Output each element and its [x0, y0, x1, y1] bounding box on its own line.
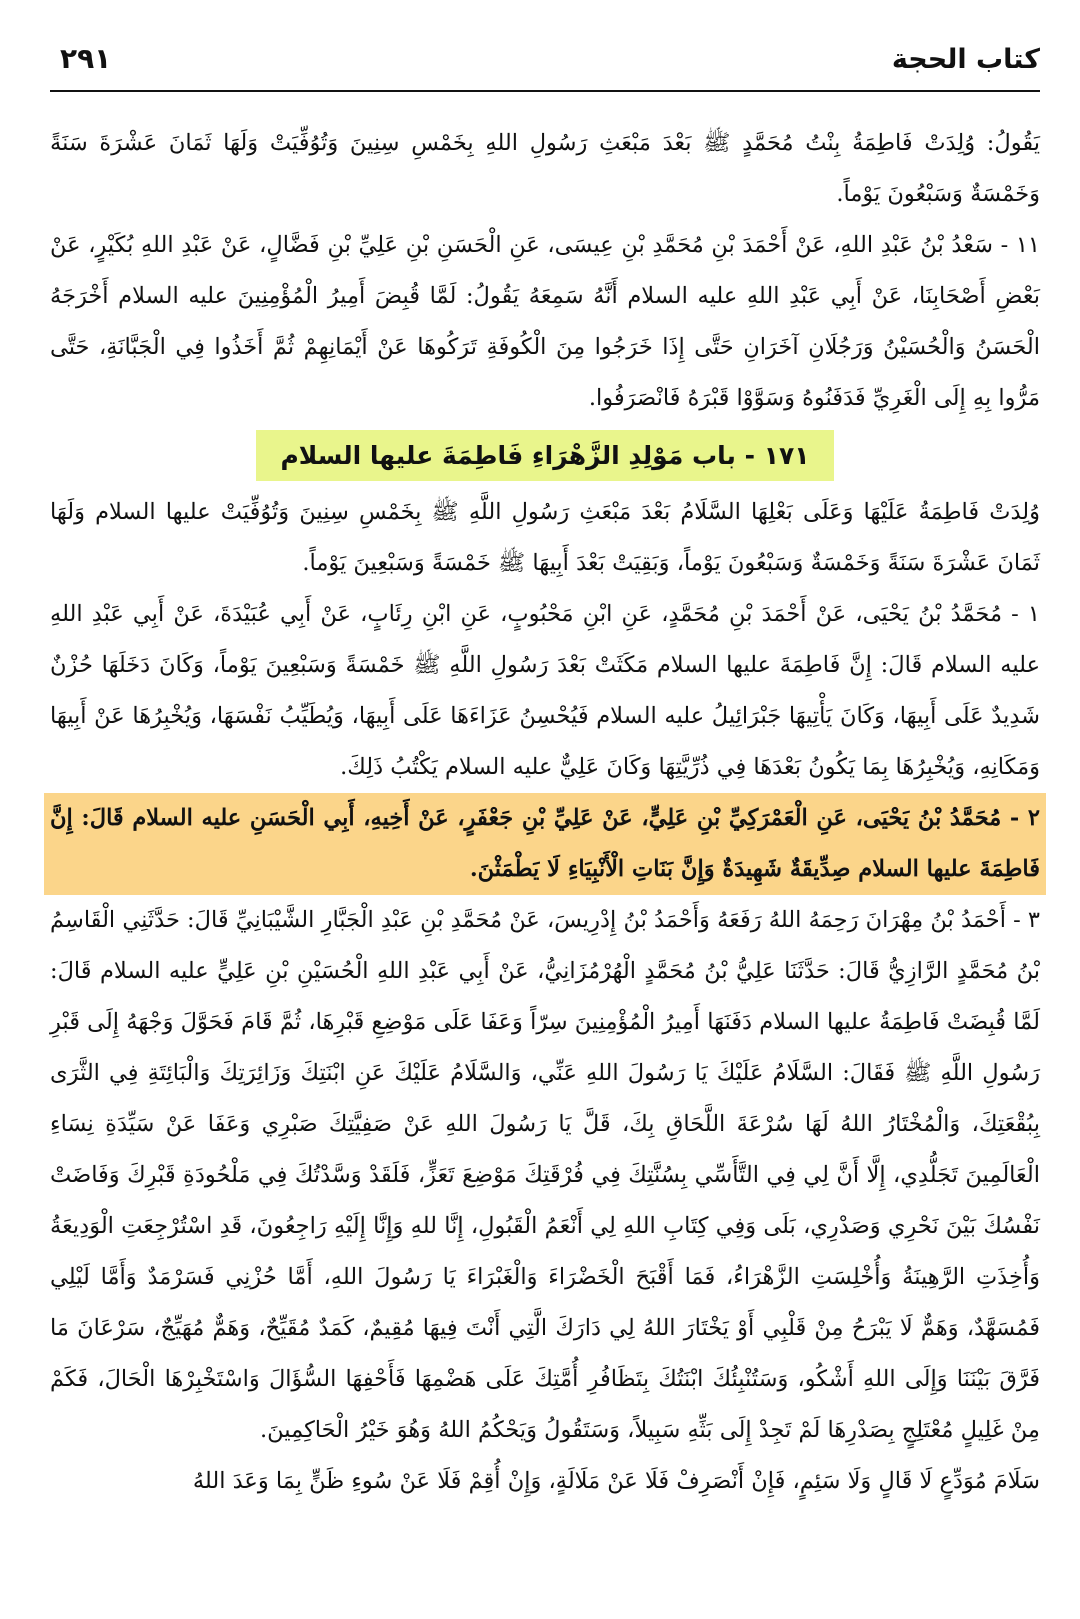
hadith-11: ١١ - سَعْدُ بْنُ عَبْدِ اللهِ، عَنْ أَحْمَدَ بْنِ مُحَمَّدِ بْنِ عِيسَى، عَنِ الْحَسَنِ بْنِ عَلِيِّ بْنِ فَضَّالٍ، عَنْ عَبْدِ اللهِ بُكَيْرٍ، عَنْ بَعْضِ أَصْحَابِنَا، عَنْ أَبِي عَبْدِ اللهِ عليه السلام أَنَّهُ سَمِعَهُ يَقُولُ: لَمَّا قُبِضَ أَمِيرُ الْمُؤْمِنِينَ عليه السلام أَخْرَجَهُ الْحَسَنُ وَالْحُسَيْنُ وَرَجُلَانِ آخَرَانِ حَتَّى إِذَا خَرَجُوا مِنَ الْكُوفَةِ تَرَكُوهَا عَنْ أَيْمَانِهِمْ ثُمَّ أَخَذُوا فِي الْجَبَّانَةِ، حَتَّى مَرُّوا بِهِ إِلَى الْغَرِيِّ فَدَفَنُوهُ وَسَوَّوْا قَبْرَهُ فَانْصَرَفُوا.: [50, 232, 1040, 411]
hadith-1: ١ - مُحَمَّدُ بْنُ يَحْيَى، عَنْ أَحْمَدَ بْنِ مُحَمَّدٍ، عَنِ ابْنِ مَحْبُوبٍ، عَنِ ابْنِ رِئَابٍ، عَنْ أَبِي عُبَيْدَةَ، عَنْ أَبِي عَبْدِ اللهِ عليه السلام قَالَ: إِنَّ فَاطِمَةَ عليها السلام مَكَثَتْ بَعْدَ رَسُولِ اللَّهِ ﷺ خَمْسَةً وَسَبْعِينَ يَوْماً، وَكَانَ دَخَلَهَا حُزْنٌ شَدِيدٌ عَلَى أَبِيهَا، وَكَانَ يَأْتِيهَا جَبْرَائِيلُ عليه السلام فَيُحْسِنُ عَزَاءَهَا عَلَى أَبِيهَا، وَيُطَيِّبُ نَفْسَهَا، وَيُخْبِرُهَا عَنْ أَبِيهَا وَمَكَانِهِ، وَيُخْبِرُهَا بِمَا يَكُونُ بَعْدَهَا فِي ذُرِّيَّتِهَا وَكَانَ عَلِيٌّ عليه السلام يَكْتُبُ ذَلِكَ.: [50, 601, 1040, 780]
chapter-heading: ١٧١ - باب مَوْلِدِ الزَّهْرَاءِ فَاطِمَةَ عليها السلام: [256, 430, 833, 481]
hadith-2-highlighted: ٢ - مُحَمَّدُ بْنُ يَحْيَى، عَنِ الْعَمْرَكِيِّ بْنِ عَلِيٍّ، عَنْ عَلِيِّ بْنِ جَعْفَرٍ، عَنْ أَخِيهِ، أَبِي الْحَسَنِ عليه السلام قَالَ: إِنَّ فَاطِمَةَ عليها السلام صِدِّيقَةٌ شَهِيدَةٌ وَإِنَّ بَنَاتِ الْأَنْبِيَاءِ لَا يَطْمَثْنَ.: [44, 793, 1046, 895]
paragraph: يَقُولُ: وُلِدَتْ فَاطِمَةُ بِنْتُ مُحَمَّدٍ ﷺ بَعْدَ مَبْعَثِ رَسُولِ اللهِ بِخَمْسِ سِنِينَ وَتُوُفِّيَتْ وَلَهَا ثَمَانَ عَشْرَةَ سَنَةً وَخَمْسَةٌ وَسَبْعُونَ يَوْماً.: [50, 130, 1040, 207]
book-title: كتاب الحجة: [891, 44, 1040, 75]
page-number: ٢٩١: [60, 42, 112, 75]
page-header: [50, 40, 1040, 92]
chapter-intro: وُلِدَتْ فَاطِمَةُ عَلَيْهَا وَعَلَى بَعْلِهَا السَّلَامُ بَعْدَ مَبْعَثِ رَسُولِ اللَّهِ ﷺ بِخَمْسِ سِنِينَ وَتُوُفِّيَتْ عليها السلام وَلَهَا ثَمَانَ عَشْرَةَ سَنَةً وَخَمْسَةٌ وَسَبْعُونَ يَوْماً، وَبَقِيَتْ بَعْدَ أَبِيهَا ﷺ خَمْسَةً وَسَبْعِينَ يَوْماً.: [50, 499, 1040, 576]
page-body: [50, 118, 1040, 1507]
hadith-3: ٣ - أَحْمَدُ بْنُ مِهْرَانَ رَحِمَهُ اللهُ رَفَعَهُ وَأَحْمَدُ بْنُ إِدْرِيسَ، عَنْ مُحَمَّدِ بْنِ عَبْدِ الْجَبَّارِ الشَّيْبَانِيِّ قَالَ: حَدَّثَنِي الْقَاسِمُ بْنُ مُحَمَّدٍ الرَّازِيُّ قَالَ: حَدَّثَنَا عَلِيُّ بْنُ مُحَمَّدٍ الْهُرْمُزَانِيُّ، عَنْ أَبِي عَبْدِ اللهِ الْحُسَيْنِ بْنِ عَلِيٍّ عليه السلام قَالَ: لَمَّا قُبِضَتْ فَاطِمَةُ عليها السلام دَفَنَهَا أَمِيرُ الْمُؤْمِنِينَ سِرّاً وَعَفَا عَلَى مَوْضِعِ قَبْرِهَا، ثُمَّ قَامَ فَحَوَّلَ وَجْهَهُ إِلَى قَبْرِ رَسُولِ اللَّهِ ﷺ فَقَالَ: السَّلَامُ عَلَيْكَ يَا رَسُولَ اللهِ عَنِّي، وَالسَّلَامُ عَلَيْكَ عَنِ ابْنَتِكَ وَزَائِرَتِكَ وَالْبَائِتَةِ فِي الثَّرَى بِبُقْعَتِكَ، وَالْمُخْتَارُ اللهُ لَهَا سُرْعَةَ اللَّحَاقِ بِكَ، قَلَّ يَا رَسُولَ اللهِ عَنْ صَفِيَّتِكَ صَبْرِي وَعَفَا عَنْ سَيِّدَةِ نِسَاءِ الْعَالَمِينَ تَجَلُّدِي، إِلَّا أَنَّ لِي فِي التَّأَسِّي بِسُنَّتِكَ فِي فُرْقَتِكَ مَوْضِعَ تَعَزٍّ، فَلَقَدْ وَسَّدْتُكَ فِي مَلْحُودَةِ قَبْرِكَ وَفَاضَتْ نَفْسُكَ بَيْنَ نَحْرِي وَصَدْرِي، بَلَى وَفِي كِتَابِ اللهِ لِي أَنْعَمُ الْقَبُولِ، إِنَّا للهِ وَإِنَّا إِلَيْهِ رَاجِعُونَ، قَدِ اسْتُرْجِعَتِ الْوَدِيعَةُ وَأُخِذَتِ الرَّهِينَةُ وَأُخْلِسَتِ الزَّهْرَاءُ، فَمَا أَقْبَحَ الْخَضْرَاءَ وَالْغَبْرَاءَ يَا رَسُولَ اللهِ، أَمَّا حُزْنِي فَسَرْمَدٌ وَأَمَّا لَيْلِي فَمُسَهَّدٌ، وَهَمٌّ لَا يَبْرَحُ مِنْ قَلْبِي أَوْ يَخْتَارَ اللهُ لِي دَارَكَ الَّتِي أَنْتَ فِيهَا مُقِيمٌ، كَمَدٌ مُقَيِّحٌ، وَهَمٌّ مُهَيِّجٌ، سَرْعَانَ مَا فَرَّقَ بَيْنَنَا وَإِلَى اللهِ أَشْكُو، وَسَتُنْبِئُكَ ابْنَتُكَ بِتَظَافُرِ أُمَّتِكَ عَلَى هَضْمِهَا فَأَحْفِهَا السُّؤَالَ وَاسْتَخْبِرْهَا الْحَالَ، فَكَمْ مِنْ غَلِيلٍ مُعْتَلِجٍ بِصَدْرِهَا لَمْ تَجِدْ إِلَى بَثِّهِ سَبِيلاً، وَسَتَقُولُ وَيَحْكُمُ اللهُ وَهُوَ خَيْرُ الْحَاكِمِينَ.: [50, 907, 1040, 1443]
chapter-heading-row: [50, 430, 1040, 483]
closing-line: سَلَامَ مُوَدِّعٍ لَا قَالٍ وَلَا سَئِمٍ، فَإِنْ أَنْصَرِفْ فَلَا عَنْ مَلَالَةٍ، وَإِنْ أُقِمْ فَلَا عَنْ سُوءِ ظَنٍّ بِمَا وَعَدَ اللهُ: [192, 1468, 1040, 1494]
